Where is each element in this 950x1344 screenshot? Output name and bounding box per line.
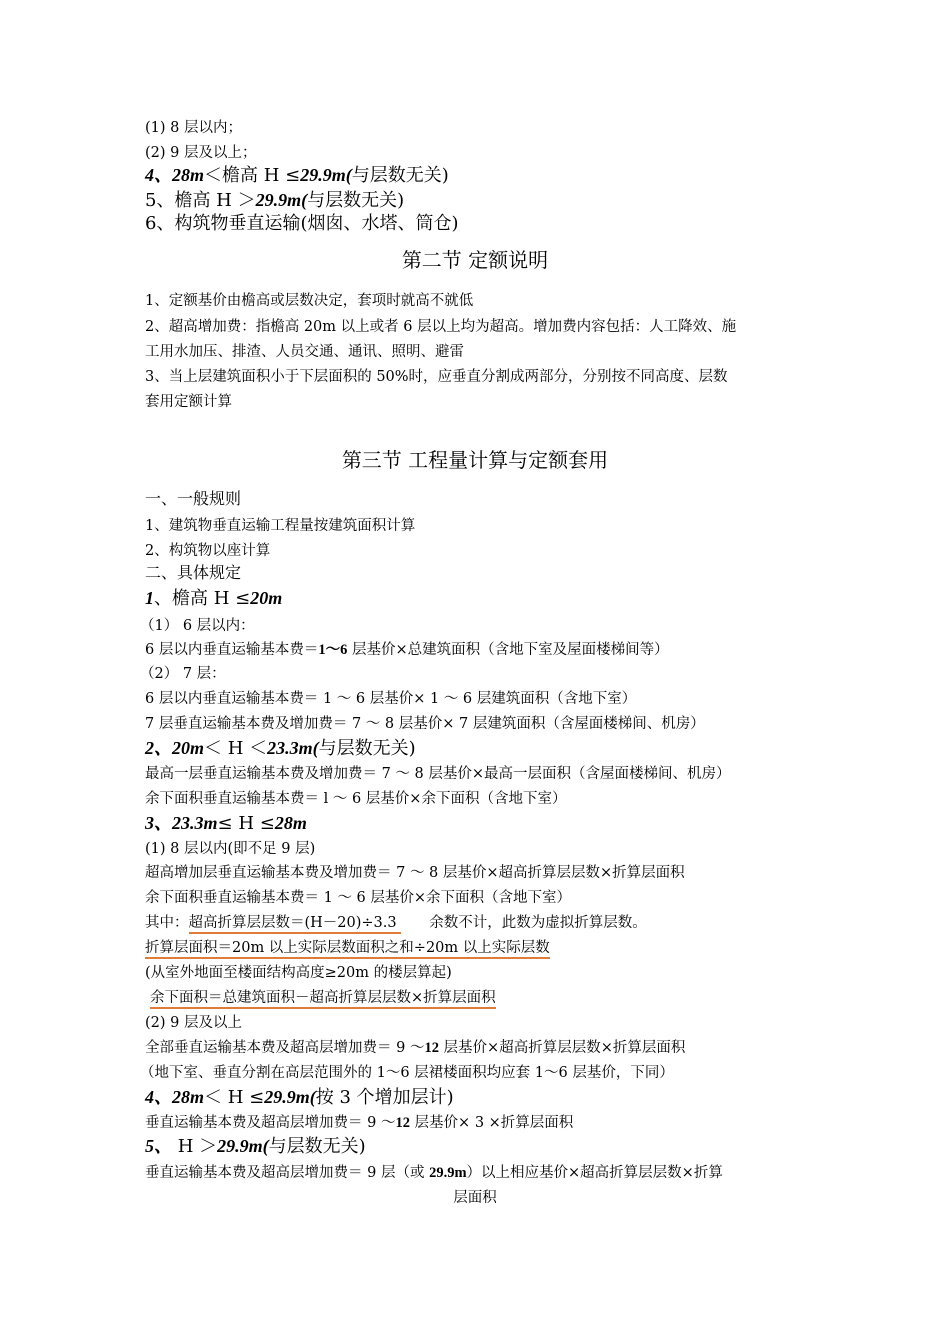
text-run: 层基价×总建筑面积（含地下室及屋面楼梯间等）: [347, 642, 669, 658]
text-run: 垂直运输基本费及超高层增加费＝ 9 ～: [145, 1115, 396, 1131]
text-run: ＜ H ＜: [204, 738, 268, 759]
text-run: ≤ H ≤: [217, 813, 275, 834]
text-run: 1～6: [318, 642, 348, 658]
text-line: 最高一层垂直运输基本费及增加费＝ 7 ～ 8 层基价×最高一层面积（含屋面楼梯间、机房）: [145, 766, 731, 782]
text-run: 5、: [145, 1136, 172, 1156]
text-run: 与层数无关: [307, 190, 398, 211]
text-run: 29.9m(: [217, 1136, 269, 1156]
text-line: [145, 1038, 685, 1058]
list-heading: [145, 212, 459, 236]
text-run: 按 3 个增加层计: [315, 1087, 447, 1108]
text-run: 29.9m(: [255, 190, 308, 210]
text-run: ): [441, 165, 449, 186]
list-heading: [145, 188, 404, 213]
underlined-formula: 折算层面积＝20m 以上实际层数面积之和÷20m 以上实际层数: [145, 940, 550, 959]
text-run: 29.9m: [429, 1165, 467, 1181]
text-run: 与层数无关: [268, 1136, 359, 1157]
text-run: 12: [424, 1040, 439, 1056]
text-run: 烟囱、水塔、筒仓: [307, 213, 452, 234]
text-run: 垂直运输基本费及超高层增加费＝ 9 层（或: [145, 1165, 430, 1181]
subsection-heading: 二、具体规定: [145, 563, 242, 582]
text-line: (1) 8 层以内(即不足 9 层): [145, 841, 316, 857]
text-line: 7 层垂直运输基本费及增加费＝ 7 ～ 8 层基价× 7 层建筑面积（含屋面楼梯间、机房）: [145, 716, 705, 732]
text-line: [145, 1113, 573, 1133]
list-heading: [145, 1134, 366, 1159]
text-run: 、檐高 H ≤: [154, 588, 251, 609]
list-heading: [145, 586, 282, 611]
text-run: 层基价×超高折算层层数×折算层面积: [438, 1040, 686, 1056]
text-run: 23.3m(: [267, 738, 319, 758]
list-heading: [145, 163, 449, 188]
text-line: [145, 640, 669, 660]
text-line: 工用水加压、排渣、人员交通、通讯、照明、避雷: [145, 344, 464, 360]
text-line: (1) 8 层以内；: [145, 120, 242, 136]
text-run: 5、檐高 H ＞: [145, 190, 256, 211]
text-line: 2、超高增加费：指檐高 20m 以上或者 6 层以上均为超高。增加费内容包括：人工降效、施: [145, 319, 737, 335]
text-run: ): [408, 738, 416, 759]
text-line: 余下面积垂直运输基本费＝ 1 ～ 6 层基价×余下面积（含地下室）: [145, 890, 572, 906]
text-run: 6、构筑物垂直运输: [145, 213, 301, 234]
text-run: 4、28m: [145, 1087, 205, 1107]
text-run: ): [451, 213, 459, 234]
list-heading: [145, 1085, 454, 1110]
text-line: （2） 7 层：: [140, 666, 226, 682]
text-run: 与层数无关: [351, 165, 442, 186]
text-run: 6 层以内垂直运输基本费＝: [145, 642, 319, 658]
underlined-formula: 超高折算层层数＝(H－20)÷3.3: [189, 915, 402, 934]
text-run: 3、23.3m: [145, 813, 218, 833]
text-line: 层面积: [453, 1190, 497, 1206]
text-line: [145, 913, 647, 933]
section-heading: 第二节 定额说明: [401, 248, 549, 272]
text-line: 6 层以内垂直运输基本费＝ 1 ～ 6 层基价× 1 ～ 6 层建筑面积（含地下室）: [145, 691, 637, 707]
text-line: [145, 938, 550, 958]
text-run: 余数不计，此数为虚拟折算层数。: [429, 915, 647, 931]
text-run: 4、28m: [145, 165, 205, 185]
text-run: 与层数无关: [318, 738, 409, 759]
text-line: 余下面积垂直运输基本费＝ l ～ 6 层基价×余下面积（含地下室）: [145, 791, 567, 807]
text-run: 29.9m(: [264, 1087, 316, 1107]
text-line: 超高增加层垂直运输基本费及增加费＝ 7 ～ 8 层基价×超高折算层层数×折算层面积: [145, 865, 685, 881]
subsection-heading: 一、一般规则: [145, 489, 242, 508]
text-run: 20m: [250, 588, 283, 608]
text-run: ＜檐高 H ≤: [204, 165, 301, 186]
text-line: (2) 9 层及以上；: [145, 145, 257, 161]
text-run: ): [358, 1136, 366, 1157]
text-line: (从室外地面至楼面结构高度≥20m 的楼层算起): [145, 965, 452, 981]
text-run: 2、20m: [145, 738, 205, 758]
text-line: 2、构筑物以座计算: [145, 543, 271, 559]
text-line: 套用定额计算: [145, 394, 232, 410]
text-run: 28m: [274, 813, 307, 833]
text-line: (2) 9 层及以上: [145, 1015, 242, 1031]
text-line: （1） 6 层以内：: [140, 618, 255, 634]
text-run: 全部垂直运输基本费及超高层增加费＝ 9 ～: [145, 1040, 425, 1056]
text-line: 3、当上层建筑面积小于下层面积的 50%时，应垂直分割成两部分，分别按不同高度、层数: [145, 369, 728, 385]
text-run: H ＞: [172, 1136, 218, 1157]
text-line: 1、定额基价由檐高或层数决定，套项时就高不就低: [145, 293, 474, 309]
text-run: ): [397, 190, 405, 211]
text-run: (: [300, 213, 308, 234]
text-line: （地下室、垂直分割在高层范围外的 1～6 层裙楼面积均应套 1～6 层基价，下同）: [140, 1065, 674, 1081]
text-run: 29.9m(: [300, 165, 352, 185]
text-run: ）以上相应基价×超高折算层层数×折算: [466, 1165, 723, 1181]
text-line: 1、建筑物垂直运输工程量按建筑面积计算: [145, 518, 416, 534]
text-run: 12: [395, 1115, 410, 1131]
text-line: [145, 1163, 723, 1183]
text-run: 1: [145, 588, 154, 608]
text-run: ): [446, 1087, 454, 1108]
section-heading: 第三节 工程量计算与定额套用: [341, 448, 609, 472]
text-run: 层基价× 3 ×折算层面积: [409, 1115, 574, 1131]
text-run: ＜ H ≤: [204, 1087, 265, 1108]
underlined-formula: 余下面积＝总建筑面积－超高折算层层数×折算层面积: [150, 990, 496, 1009]
list-heading: [145, 811, 307, 836]
text-run: 其中：: [145, 915, 189, 931]
text-line: [150, 988, 496, 1008]
list-heading: [145, 736, 416, 761]
